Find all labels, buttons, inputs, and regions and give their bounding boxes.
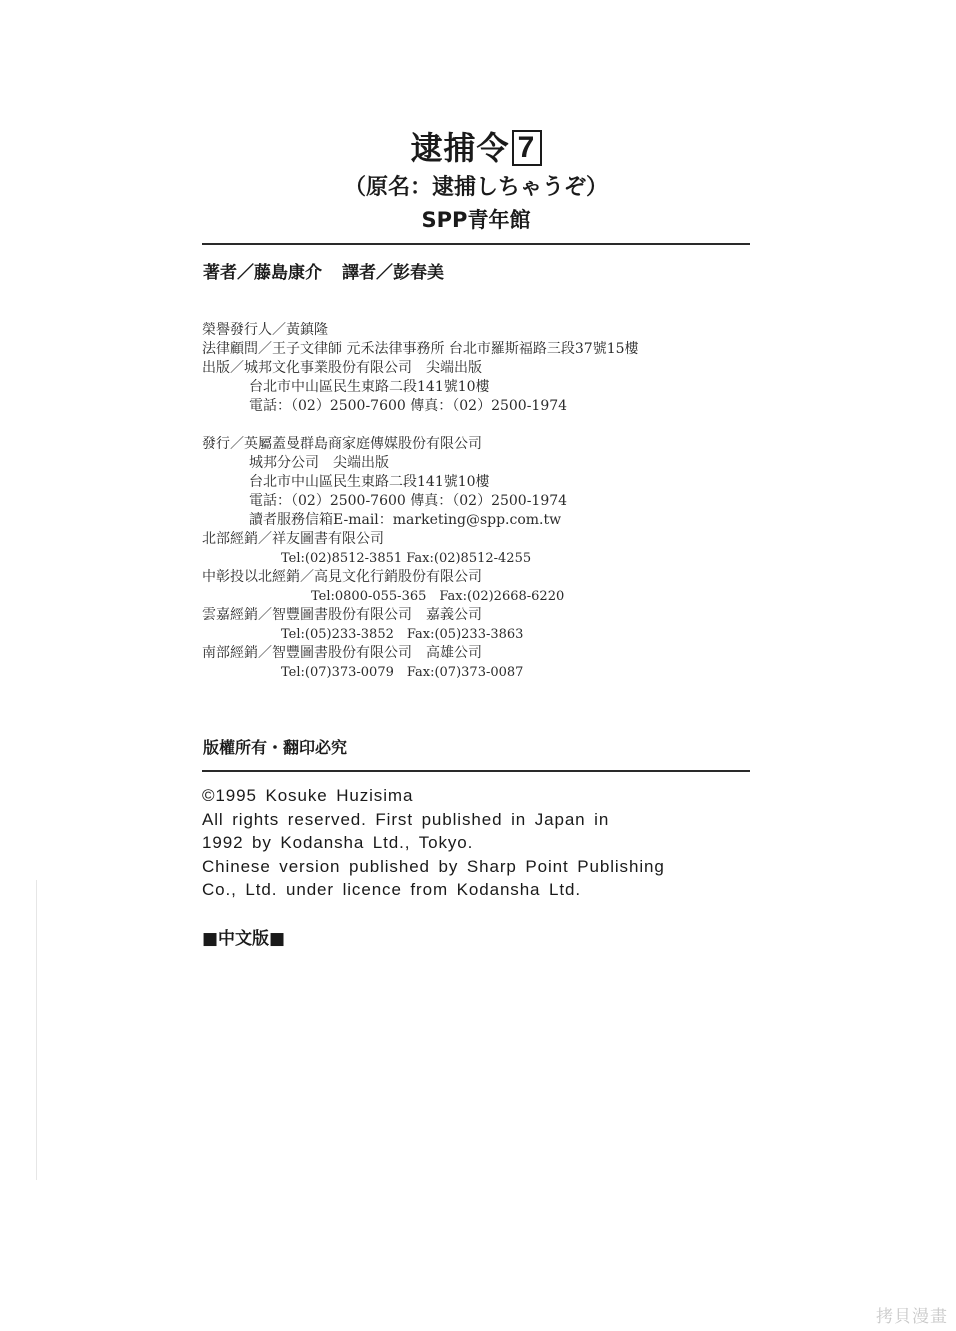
title-main: 逮捕令: [410, 129, 510, 167]
distributor-contact: Tel:(02)8512-3851 Fax:(02)8512-4255: [281, 551, 532, 566]
author-credit: 著者／藤島康介: [203, 263, 322, 283]
distribution-info: [202, 435, 567, 682]
imprint-name: SPP青年館: [421, 208, 531, 232]
info-line: 電話：（02）2500-7600 傳真：（02）2500-1974: [249, 398, 568, 414]
copyright-line: Co., Ltd. under licence from Kodansha Ltd.: [202, 880, 581, 899]
copyright-notice: [202, 784, 665, 902]
distributor-central: 中彰投以北經銷／高見文化行銷股份有限公司: [202, 569, 482, 585]
edition-label: ■中文版■: [202, 929, 286, 949]
email-line: 讀者服務信箱E-mail：marketing@spp.com.tw: [249, 512, 562, 528]
distributor-south: 南部經銷／智豐圖書股份有限公司 高雄公司: [202, 645, 482, 661]
publisher-info: [202, 321, 639, 416]
info-line: 法律顧問／王子文律師 元禾法律事務所 台北市羅斯福路三段37號15樓: [202, 341, 639, 357]
distributor-contact: Tel:(07)373-0079 Fax:(07)373-0087: [281, 665, 524, 680]
translator-credit: 譯者／彭春美: [342, 263, 444, 283]
info-line: 出版／城邦文化事業股份有限公司 尖端出版: [202, 360, 482, 376]
info-line: 榮譽發行人／黃鎮隆: [202, 322, 328, 338]
page-edge-line: [36, 880, 37, 1180]
distributor-chiayi: 雲嘉經銷／智豐圖書股份有限公司 嘉義公司: [202, 607, 482, 623]
watermark: 拷貝漫畫: [876, 1307, 948, 1327]
distributor-north: 北部經銷／祥友圖書有限公司: [202, 531, 384, 547]
copyright-line: 1992 by Kodansha Ltd., Tokyo.: [202, 833, 474, 852]
divider-top: [202, 243, 750, 245]
credits-line: [203, 262, 444, 284]
book-title: [202, 128, 750, 168]
copyright-line: Chinese version published by Sharp Point Publishing: [202, 856, 665, 876]
info-line: 城邦分公司 尖端出版: [249, 455, 389, 471]
divider-bottom: [202, 770, 750, 772]
copyright-line: All rights reserved. First published in Japan in: [202, 809, 610, 829]
rights-notice: 版權所有・翻印必究: [203, 738, 348, 757]
info-line: 電話：（02）2500-7600 傳真：（02）2500-1974: [249, 493, 568, 509]
info-line: 台北市中山區民生東路二段141號10樓: [249, 474, 490, 490]
distributor-contact: Tel:(05)233-3852 Fax:(05)233-3863: [281, 627, 524, 642]
distributor-contact: Tel:0800-055-365 Fax:(02)2668-6220: [311, 589, 565, 604]
copyright-line: ©1995 Kosuke Huzisima: [202, 786, 414, 805]
info-line: 台北市中山區民生東路二段141號10樓: [249, 379, 490, 395]
original-title: （原名：逮捕しちゃうぞ）: [343, 175, 608, 200]
volume-number-box: 7: [512, 130, 542, 166]
info-line: 發行／英屬蓋曼群島商家庭傳媒股份有限公司: [202, 436, 482, 452]
